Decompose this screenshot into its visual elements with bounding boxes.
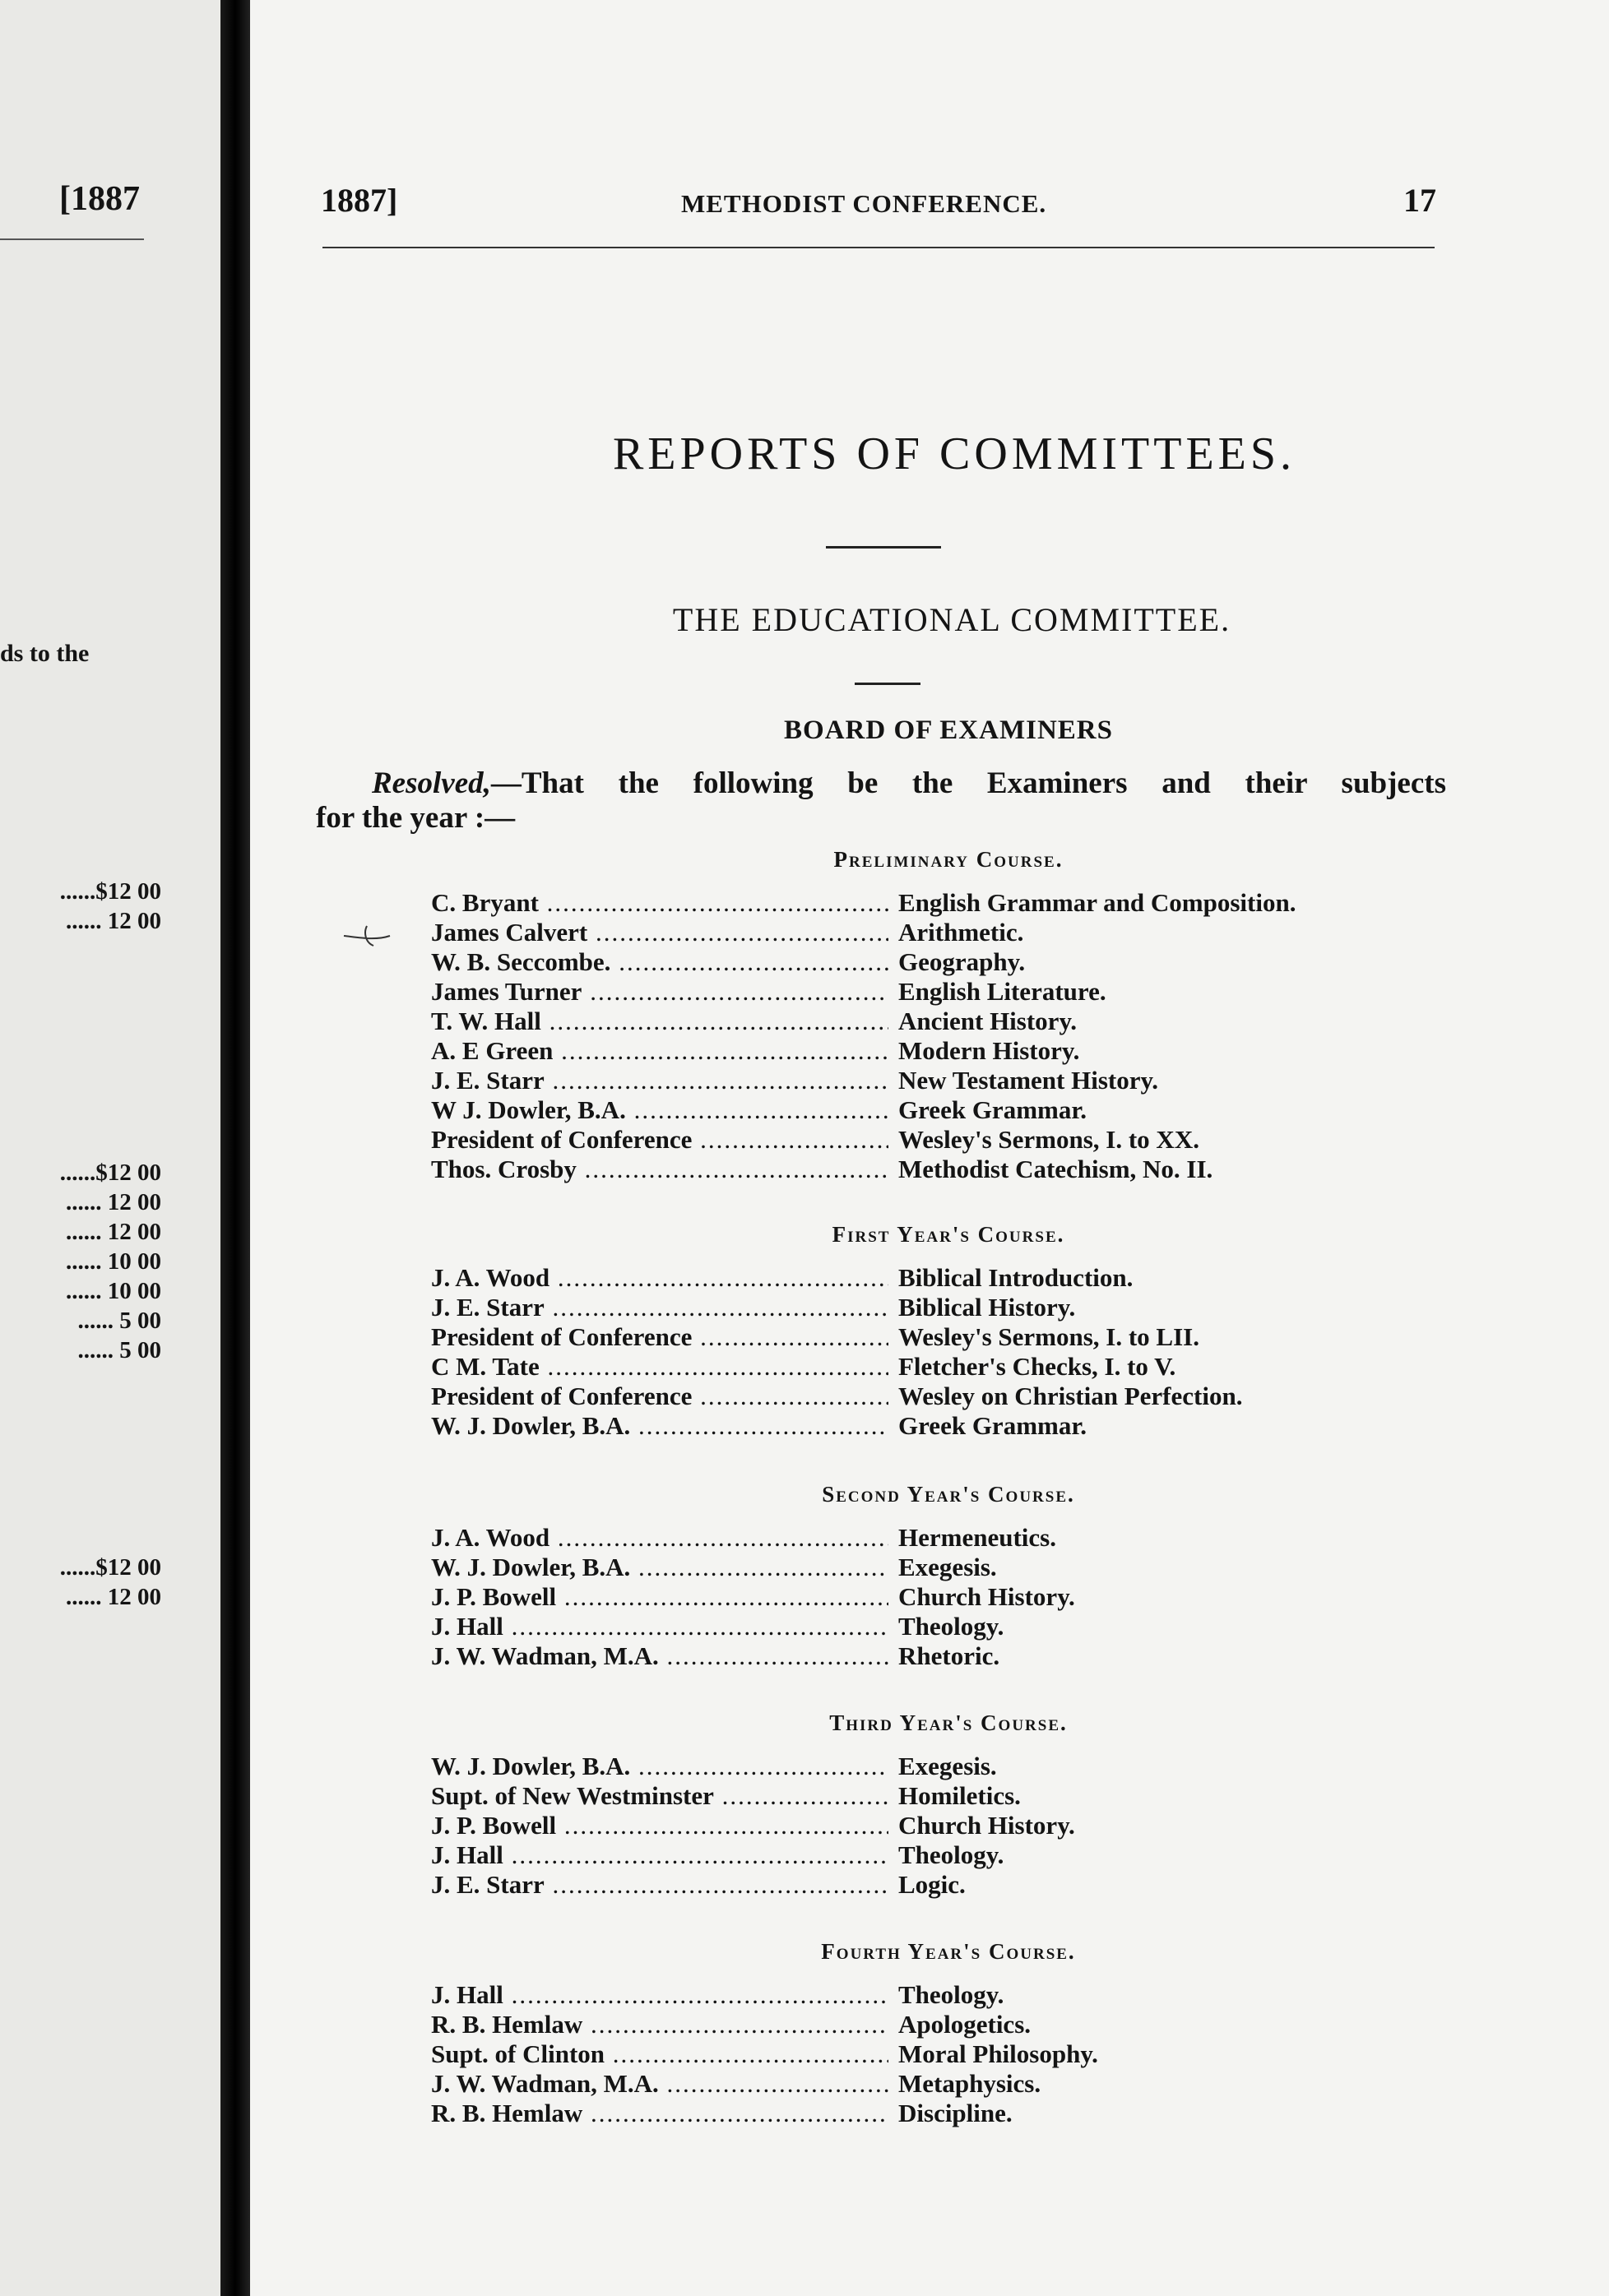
resolution-lead: Resolved, — [372, 766, 491, 800]
examiner-subject: Apologetics. — [898, 2010, 1032, 2039]
examiner-name: Supt. of New Westminster ..... — [431, 1781, 888, 1811]
examiner-name: J. A. Wood ..... — [431, 1263, 888, 1293]
course-heading-preliminary: Preliminary Course. — [833, 847, 1064, 872]
examiner-subject: English Literature. — [898, 977, 1106, 1006]
examiner-subject: Homiletics. — [898, 1781, 1021, 1810]
examiner-row — [431, 1066, 1435, 1095]
page-number: 17 — [1403, 182, 1436, 219]
examiner-row — [431, 1263, 1435, 1293]
left-page-amount: ...... 12 00 — [66, 1219, 161, 1245]
left-page-amount: ...... 12 00 — [66, 1584, 161, 1610]
left-page-header: [1887 — [59, 180, 140, 218]
examiner-name: W. J. Dowler, B.A. ..... — [431, 1411, 888, 1441]
examiner-subject: Exegesis. — [898, 1752, 997, 1780]
examiner-row — [431, 1870, 1435, 1900]
resolution-line-2: for the year :— — [316, 801, 516, 835]
examiner-row — [431, 1752, 1435, 1781]
resolution-paragraph — [316, 766, 1446, 836]
examiner-subject: Metaphysics. — [898, 2069, 1041, 2098]
examiner-name: W. J. Dowler, B.A. ..... — [431, 1752, 888, 1781]
examiner-name: James Turner ..... — [431, 977, 888, 1007]
examiner-list-fourth-year — [431, 1980, 1435, 2128]
examiner-row — [431, 1840, 1435, 1870]
examiner-row — [431, 2010, 1435, 2039]
examiner-subject: New Testament History. — [898, 1066, 1159, 1095]
examiner-row — [431, 1155, 1435, 1184]
running-header-year: 1887] — [321, 182, 398, 219]
examiner-subject: Exegesis. — [898, 1553, 997, 1581]
examiner-subject: Rhetoric. — [898, 1641, 1000, 1670]
left-facing-page — [0, 0, 220, 2296]
examiner-row — [431, 947, 1435, 977]
left-page-rule — [0, 238, 144, 240]
examiner-subject: Biblical History. — [898, 1293, 1076, 1322]
right-page — [250, 0, 1609, 2296]
examiner-name: J. W. Wadman, M.A. ..... — [431, 2069, 888, 2099]
left-page-amount: ...... 12 00 — [66, 908, 161, 934]
examiner-list-first-year — [431, 1263, 1435, 1441]
examiner-name: J. Hall ..... — [431, 1840, 888, 1870]
examiner-row — [431, 1411, 1435, 1441]
examiner-row — [431, 918, 1435, 947]
examiner-name: President of Conference ..... — [431, 1382, 888, 1411]
examiner-name: R. B. Hemlaw ..... — [431, 2099, 888, 2128]
examiner-name: J. Hall ..... — [431, 1612, 888, 1641]
left-page-amount: ......$12 00 — [59, 878, 161, 905]
examiner-row — [431, 1553, 1435, 1582]
examiner-subject: English Grammar and Composition. — [898, 888, 1296, 917]
examiner-subject: Hermeneutics. — [898, 1523, 1056, 1552]
resolution-line-1-text: —That the following be the Examiners and their subjects — [490, 766, 1446, 800]
title-divider — [826, 546, 941, 549]
examiner-name: W. J. Dowler, B.A. ..... — [431, 1553, 888, 1582]
examiner-row — [431, 888, 1435, 918]
course-heading-third-year: Third Year's Course. — [829, 1710, 1068, 1735]
examiner-subject: Fletcher's Checks, I. to V. — [898, 1352, 1176, 1381]
examiner-row — [431, 1811, 1435, 1840]
examiner-row — [431, 1980, 1435, 2010]
examiner-row — [431, 2069, 1435, 2099]
examiner-subject: Methodist Catechism, No. II. — [898, 1155, 1213, 1183]
examiner-subject: Geography. — [898, 947, 1026, 976]
examiner-name: T. W. Hall ..... — [431, 1007, 888, 1036]
examiner-subject: Ancient History. — [898, 1007, 1077, 1035]
pen-mark — [342, 919, 408, 952]
examiner-name: James Calvert ..... — [431, 918, 888, 947]
examiner-subject: Greek Grammar. — [898, 1095, 1087, 1124]
examiner-list-second-year — [431, 1523, 1435, 1671]
examiner-subject: Theology. — [898, 1612, 1004, 1641]
examiner-name: J. A. Wood ..... — [431, 1523, 888, 1553]
examiner-name: R. B. Hemlaw ..... — [431, 2010, 888, 2039]
examiner-row — [431, 1612, 1435, 1641]
examiner-row — [431, 977, 1435, 1007]
examiner-name: J. E. Starr ..... — [431, 1870, 888, 1900]
examiner-row — [431, 1322, 1435, 1352]
examiner-subject: Greek Grammar. — [898, 1411, 1087, 1440]
examiner-name: J. E. Starr ..... — [431, 1066, 888, 1095]
examiner-name: President of Conference ..... — [431, 1322, 888, 1352]
examiner-list-third-year — [431, 1752, 1435, 1900]
examiner-name: J. Hall ..... — [431, 1980, 888, 2010]
examiner-row — [431, 1781, 1435, 1811]
main-title: REPORTS OF COMMITTEES. — [612, 428, 1296, 479]
left-page-text-fragment: ds to the — [0, 640, 90, 667]
examiner-row — [431, 1382, 1435, 1411]
examiner-subject: Wesley on Christian Perfection. — [898, 1382, 1243, 1410]
left-page-amount: ...... 12 00 — [66, 1189, 161, 1215]
examiner-name: Supt. of Clinton ..... — [431, 2039, 888, 2069]
examiner-subject: Arithmetic. — [898, 918, 1024, 947]
resolution-line-1 — [316, 766, 1446, 801]
examiner-subject: Church History. — [898, 1582, 1075, 1611]
examiner-row — [431, 1125, 1435, 1155]
book-gutter — [220, 0, 250, 2296]
examiner-subject: Discipline. — [898, 2099, 1013, 2127]
header-rule — [322, 247, 1435, 248]
running-header-title: METHODIST CONFERENCE. — [681, 189, 1047, 218]
examiner-name: W. B. Seccombe. ..... — [431, 947, 888, 977]
left-page-amount: ......$12 00 — [59, 1554, 161, 1581]
course-heading-fourth-year: Fourth Year's Course. — [821, 1939, 1076, 1964]
left-page-amount: ...... 5 00 — [77, 1337, 161, 1363]
left-page-amount: ...... 10 00 — [66, 1248, 161, 1275]
examiner-subject: Theology. — [898, 1980, 1004, 2009]
examiner-subject: Wesley's Sermons, I. to LII. — [898, 1322, 1199, 1351]
course-heading-second-year: Second Year's Course. — [822, 1482, 1075, 1507]
examiner-row — [431, 1523, 1435, 1553]
examiner-subject: Logic. — [898, 1870, 966, 1899]
course-heading-first-year: First Year's Course. — [832, 1222, 1065, 1247]
examiner-subject: Theology. — [898, 1840, 1004, 1869]
committee-title: THE EDUCATIONAL COMMITTEE. — [672, 601, 1231, 638]
examiner-name: A. E Green ..... — [431, 1036, 888, 1066]
examiner-row — [431, 2099, 1435, 2128]
board-title: BOARD OF EXAMINERS — [784, 715, 1113, 745]
examiner-subject: Biblical Introduction. — [898, 1263, 1134, 1292]
examiner-row — [431, 1293, 1435, 1322]
examiner-subject: Modern History. — [898, 1036, 1080, 1065]
examiner-subject: Moral Philosophy. — [898, 2039, 1098, 2068]
left-page-amount: ...... 10 00 — [66, 1278, 161, 1304]
examiner-name: C M. Tate ..... — [431, 1352, 888, 1382]
examiner-row — [431, 1582, 1435, 1612]
examiner-name: J. P. Bowell ..... — [431, 1811, 888, 1840]
examiner-row — [431, 2039, 1435, 2069]
examiner-name: J. P. Bowell ..... — [431, 1582, 888, 1612]
examiner-name: Thos. Crosby ..... — [431, 1155, 888, 1184]
examiner-name: J. W. Wadman, M.A. ..... — [431, 1641, 888, 1671]
examiner-list-preliminary — [431, 888, 1435, 1184]
left-page-amount: ...... 5 00 — [77, 1308, 161, 1334]
examiner-name: President of Conference ..... — [431, 1125, 888, 1155]
examiner-row — [431, 1352, 1435, 1382]
examiner-row — [431, 1641, 1435, 1671]
examiner-subject: Wesley's Sermons, I. to XX. — [898, 1125, 1199, 1154]
examiner-name: W J. Dowler, B.A. ..... — [431, 1095, 888, 1125]
examiner-row — [431, 1095, 1435, 1125]
examiner-name: J. E. Starr ..... — [431, 1293, 888, 1322]
left-page-amount: ......$12 00 — [59, 1160, 161, 1186]
examiner-subject: Church History. — [898, 1811, 1075, 1840]
committee-divider — [855, 683, 920, 685]
examiner-row — [431, 1036, 1435, 1066]
examiner-row — [431, 1007, 1435, 1036]
examiner-name: C. Bryant ..... — [431, 888, 888, 918]
